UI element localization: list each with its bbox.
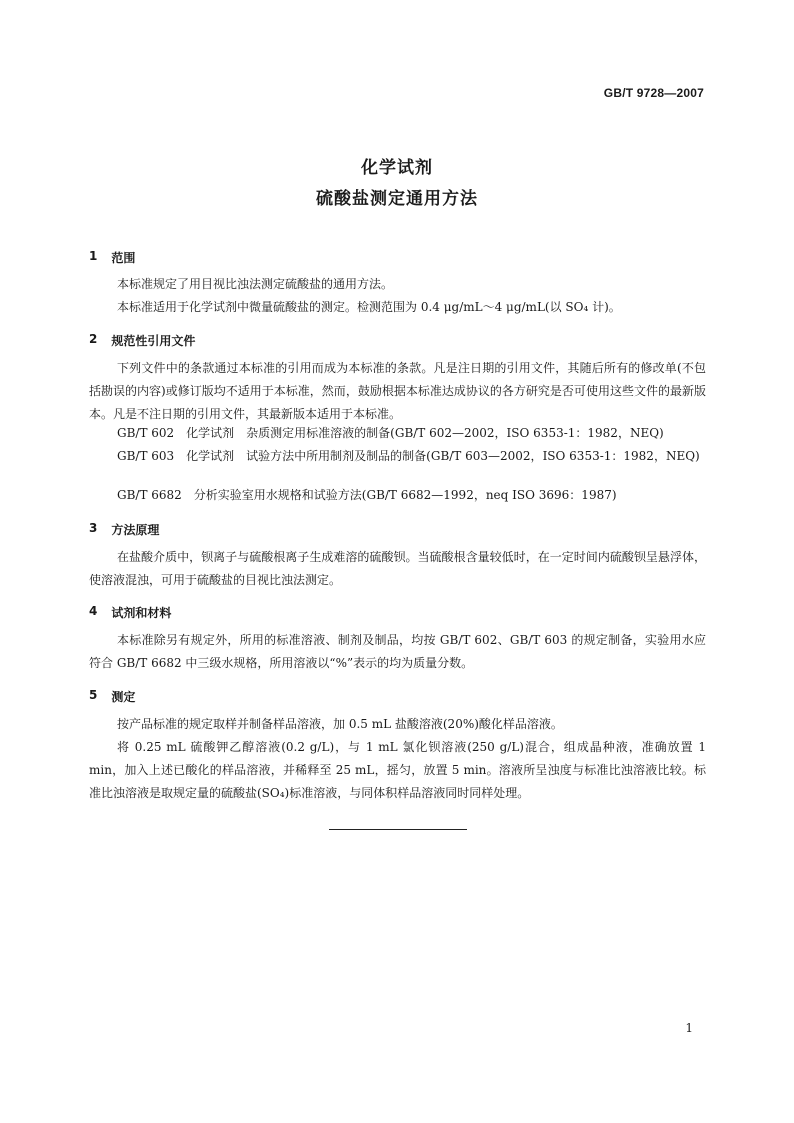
section-1-paragraph-2: 本标准适用于化学试剂中微量硫酸盐的测定。检测范围为 0.4 μg/mL～4 μg/mL(以 SO₄ 计)。 <box>117 300 621 314</box>
section-4-paragraph-1: 本标准除另有规定外，所用的标准溶液、制剂及制品，均按 GB/T 602、GB/T 603 的规定制备，实验用水应符合 GB/T 6682 中三级水规格，所用溶液以“%”表示的均为质量分数。 <box>89 633 706 670</box>
section-3-paragraph-1: 在盐酸介质中，钡离子与硫酸根离子生成难溶的硫酸钡。当硫酸根含量较低时，在一定时间内硫酸钡呈悬浮体，使溶液混浊，可用于硫酸盐的目视比浊法测定。 <box>89 550 706 587</box>
section-number: 5 <box>89 688 98 702</box>
document-title-line2: 硫酸盐测定通用方法 <box>316 189 478 209</box>
section-3-heading <box>89 521 159 538</box>
section-number: 4 <box>89 604 98 618</box>
reference-gbt-6682: GB/T 6682 分析实验室用水规格和试验方法(GB/T 6682—1992，neq ISO 3696：1987) <box>117 488 617 502</box>
section-5-paragraph-2: 将 0.25 mL 硫酸钾乙醇溶液(0.2 g/L)，与 1 mL 氯化钡溶液(250 g/L)混合，组成晶种液，准确放置 1 min，加入上述已酸化的样品溶液，并稀释至 25 mL，摇匀，放置 5 min。溶液所呈浊度与标准比浊溶液比较。标准比浊溶液是取规定量的硫酸盐(SO₄)标准溶液，与同体积样品溶液同时同样处理。 <box>89 740 706 800</box>
section-1-heading <box>89 249 135 266</box>
section-5-paragraph-1: 按产品标准的规定取样并制备样品溶液，加 0.5 mL 盐酸溶液(20%)酸化样品溶液。 <box>117 717 563 731</box>
section-2-paragraph-1: 下列文件中的条款通过本标准的引用而成为本标准的条款。凡是注日期的引用文件，其随后所有的修改单(不包括勘误的内容)或修订版均不适用于本标准，然而，鼓励根据本标准达成协议的各方研究是否可使用这些文件的最新版本。凡是不注日期的引用文件，其最新版本适用于本标准。 <box>89 361 706 421</box>
section-4-heading <box>89 604 171 621</box>
section-5-heading <box>89 688 135 705</box>
section-title: 方法原理 <box>111 523 160 537</box>
section-title: 试剂和材料 <box>111 606 172 620</box>
reference-gbt-602: GB/T 602 化学试剂 杂质测定用标准溶液的制备(GB/T 602—2002，ISO 6353-1：1982，NEQ) <box>117 426 664 440</box>
section-number: 3 <box>89 521 98 535</box>
section-number: 1 <box>89 249 98 263</box>
document-title-line1: 化学试剂 <box>361 158 433 178</box>
page-number: 1 <box>685 1021 693 1035</box>
end-of-text-rule <box>329 829 467 830</box>
section-title: 测定 <box>111 690 136 704</box>
reference-gbt-603: GB/T 603 化学试剂 试验方法中所用制剂及制品的制备(GB/T 603—2002，ISO 6353-1：1982，NEQ) <box>117 449 700 463</box>
section-2-heading <box>89 332 195 349</box>
standard-code: GB/T 9728—2007 <box>603 86 704 100</box>
section-title: 范围 <box>111 251 136 265</box>
section-number: 2 <box>89 332 98 346</box>
section-title: 规范性引用文件 <box>111 334 196 348</box>
section-1-paragraph-1: 本标准规定了用目视比浊法测定硫酸盐的通用方法。 <box>117 277 394 291</box>
